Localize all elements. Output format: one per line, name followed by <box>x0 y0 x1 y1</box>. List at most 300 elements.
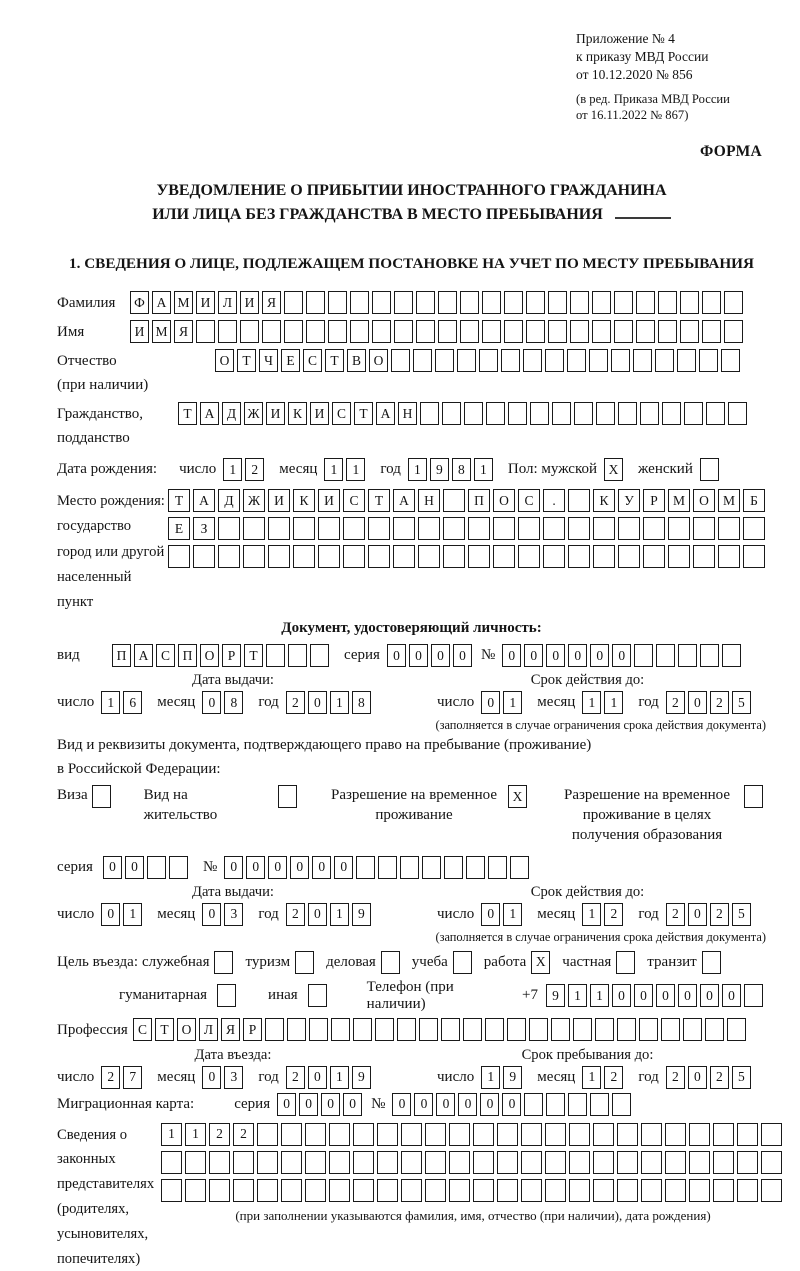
char-box[interactable] <box>497 1123 518 1146</box>
char-box[interactable]: 0 <box>387 644 406 667</box>
char-box[interactable] <box>552 402 571 425</box>
char-box[interactable]: 0 <box>524 644 543 667</box>
char-box[interactable]: 0 <box>612 984 631 1007</box>
char-box[interactable] <box>281 1179 302 1202</box>
char-box[interactable]: А <box>376 402 395 425</box>
char-box[interactable] <box>548 291 567 314</box>
char-box[interactable] <box>614 291 633 314</box>
char-box[interactable] <box>372 291 391 314</box>
char-box[interactable] <box>233 1151 254 1174</box>
char-box[interactable] <box>702 291 721 314</box>
char-box[interactable]: 2 <box>666 1066 685 1089</box>
char-box[interactable] <box>185 1179 206 1202</box>
char-box[interactable] <box>485 1018 504 1041</box>
char-box[interactable] <box>543 545 565 568</box>
char-box[interactable] <box>518 545 540 568</box>
char-box[interactable]: А <box>200 402 219 425</box>
char-box[interactable]: Т <box>178 402 197 425</box>
char-box[interactable]: И <box>266 402 285 425</box>
char-box[interactable]: 0 <box>334 856 353 879</box>
char-box[interactable] <box>196 320 215 343</box>
char-box[interactable]: Т <box>354 402 373 425</box>
char-box[interactable]: 0 <box>502 1093 521 1116</box>
char-box[interactable] <box>593 1179 614 1202</box>
char-box[interactable] <box>418 545 440 568</box>
char-box[interactable] <box>218 320 237 343</box>
checkbox[interactable] <box>616 951 635 974</box>
char-box[interactable]: 9 <box>352 1066 371 1089</box>
char-box[interactable]: 1 <box>481 1066 500 1089</box>
char-box[interactable] <box>266 644 285 667</box>
char-box[interactable] <box>394 291 413 314</box>
char-box[interactable] <box>310 644 329 667</box>
char-box[interactable]: 1 <box>503 691 522 714</box>
char-box[interactable]: 0 <box>202 903 221 926</box>
char-box[interactable] <box>288 644 307 667</box>
char-box[interactable]: О <box>215 349 234 372</box>
checkbox[interactable] <box>744 785 763 808</box>
char-box[interactable] <box>438 291 457 314</box>
char-box[interactable] <box>306 291 325 314</box>
char-box[interactable] <box>526 320 545 343</box>
char-box[interactable] <box>218 517 240 540</box>
char-box[interactable]: 0 <box>590 644 609 667</box>
char-box[interactable]: И <box>310 402 329 425</box>
char-box[interactable] <box>593 1151 614 1174</box>
char-box[interactable]: О <box>693 489 715 512</box>
char-box[interactable] <box>641 1179 662 1202</box>
char-box[interactable] <box>493 517 515 540</box>
char-box[interactable] <box>641 1151 662 1174</box>
char-box[interactable]: 2 <box>245 458 264 481</box>
char-box[interactable] <box>468 517 490 540</box>
char-box[interactable] <box>718 517 740 540</box>
char-box[interactable]: К <box>288 402 307 425</box>
char-box[interactable]: 0 <box>546 644 565 667</box>
char-box[interactable]: 0 <box>103 856 122 879</box>
char-box[interactable] <box>545 1179 566 1202</box>
char-box[interactable] <box>618 517 640 540</box>
char-box[interactable] <box>378 856 397 879</box>
char-box[interactable] <box>393 545 415 568</box>
char-box[interactable]: Т <box>168 489 190 512</box>
char-box[interactable]: 0 <box>101 903 120 926</box>
char-box[interactable] <box>287 1018 306 1041</box>
char-box[interactable]: 9 <box>352 903 371 926</box>
char-box[interactable] <box>425 1151 446 1174</box>
char-box[interactable] <box>684 402 703 425</box>
char-box[interactable]: Т <box>244 644 263 667</box>
char-box[interactable]: Ч <box>259 349 278 372</box>
char-box[interactable] <box>420 402 439 425</box>
char-box[interactable] <box>761 1179 782 1202</box>
char-box[interactable] <box>193 545 215 568</box>
char-box[interactable] <box>573 1018 592 1041</box>
char-box[interactable] <box>656 644 675 667</box>
char-box[interactable]: 8 <box>452 458 471 481</box>
char-box[interactable]: Р <box>643 489 665 512</box>
checkbox[interactable] <box>308 984 327 1007</box>
char-box[interactable]: И <box>130 320 149 343</box>
char-box[interactable] <box>293 545 315 568</box>
char-box[interactable]: 0 <box>308 691 327 714</box>
char-box[interactable] <box>592 320 611 343</box>
char-box[interactable]: С <box>133 1018 152 1041</box>
char-box[interactable] <box>636 291 655 314</box>
char-box[interactable]: 5 <box>732 903 751 926</box>
char-box[interactable]: 1 <box>568 984 587 1007</box>
char-box[interactable] <box>504 291 523 314</box>
char-box[interactable] <box>737 1123 758 1146</box>
checkbox[interactable]: X <box>508 785 527 808</box>
char-box[interactable]: 0 <box>656 984 675 1007</box>
char-box[interactable]: 0 <box>722 984 741 1007</box>
char-box[interactable] <box>727 1018 746 1041</box>
char-box[interactable]: А <box>193 489 215 512</box>
char-box[interactable] <box>639 1018 658 1041</box>
char-box[interactable]: 2 <box>710 1066 729 1089</box>
char-box[interactable] <box>718 545 740 568</box>
char-box[interactable]: Е <box>281 349 300 372</box>
checkbox[interactable] <box>214 951 233 974</box>
char-box[interactable] <box>677 349 696 372</box>
checkbox[interactable] <box>453 951 472 974</box>
char-box[interactable]: З <box>193 517 215 540</box>
char-box[interactable] <box>318 517 340 540</box>
char-box[interactable] <box>761 1151 782 1174</box>
char-box[interactable]: 1 <box>346 458 365 481</box>
char-box[interactable]: Д <box>222 402 241 425</box>
char-box[interactable]: 5 <box>732 691 751 714</box>
char-box[interactable] <box>350 291 369 314</box>
char-box[interactable]: Б <box>743 489 765 512</box>
char-box[interactable] <box>457 349 476 372</box>
char-box[interactable]: Я <box>221 1018 240 1041</box>
char-box[interactable] <box>419 1018 438 1041</box>
char-box[interactable] <box>185 1151 206 1174</box>
char-box[interactable] <box>523 349 542 372</box>
char-box[interactable]: А <box>134 644 153 667</box>
char-box[interactable] <box>418 517 440 540</box>
char-box[interactable] <box>592 291 611 314</box>
char-box[interactable] <box>394 320 413 343</box>
char-box[interactable] <box>466 856 485 879</box>
char-box[interactable]: С <box>332 402 351 425</box>
char-box[interactable] <box>284 320 303 343</box>
char-box[interactable] <box>169 856 188 879</box>
char-box[interactable]: 9 <box>503 1066 522 1089</box>
char-box[interactable] <box>488 856 507 879</box>
char-box[interactable]: . <box>543 489 565 512</box>
char-box[interactable] <box>713 1179 734 1202</box>
char-box[interactable]: 1 <box>185 1123 206 1146</box>
char-box[interactable]: 3 <box>224 1066 243 1089</box>
char-box[interactable]: О <box>493 489 515 512</box>
char-box[interactable]: 9 <box>546 984 565 1007</box>
char-box[interactable] <box>618 402 637 425</box>
char-box[interactable] <box>693 517 715 540</box>
char-box[interactable] <box>449 1179 470 1202</box>
char-box[interactable] <box>305 1179 326 1202</box>
char-box[interactable] <box>305 1123 326 1146</box>
char-box[interactable]: 0 <box>502 644 521 667</box>
char-box[interactable] <box>596 402 615 425</box>
char-box[interactable]: Н <box>398 402 417 425</box>
char-box[interactable]: 8 <box>224 691 243 714</box>
char-box[interactable]: 1 <box>324 458 343 481</box>
char-box[interactable] <box>614 320 633 343</box>
char-box[interactable]: 0 <box>392 1093 411 1116</box>
char-box[interactable] <box>593 545 615 568</box>
char-box[interactable]: 2 <box>666 691 685 714</box>
char-box[interactable] <box>526 291 545 314</box>
char-box[interactable] <box>668 545 690 568</box>
char-box[interactable]: 1 <box>474 458 493 481</box>
char-box[interactable] <box>640 402 659 425</box>
char-box[interactable]: Е <box>168 517 190 540</box>
char-box[interactable]: П <box>112 644 131 667</box>
char-box[interactable] <box>761 1123 782 1146</box>
char-box[interactable] <box>680 291 699 314</box>
char-box[interactable]: Т <box>368 489 390 512</box>
char-box[interactable]: О <box>369 349 388 372</box>
char-box[interactable] <box>641 1123 662 1146</box>
char-box[interactable]: 8 <box>352 691 371 714</box>
char-box[interactable]: 1 <box>330 1066 349 1089</box>
char-box[interactable] <box>551 1018 570 1041</box>
char-box[interactable] <box>209 1151 230 1174</box>
char-box[interactable]: 2 <box>666 903 685 926</box>
char-box[interactable]: 1 <box>223 458 242 481</box>
char-box[interactable] <box>401 1151 422 1174</box>
char-box[interactable]: Р <box>222 644 241 667</box>
char-box[interactable] <box>391 349 410 372</box>
checkbox[interactable] <box>217 984 236 1007</box>
char-box[interactable] <box>699 349 718 372</box>
char-box[interactable] <box>689 1179 710 1202</box>
char-box[interactable] <box>449 1123 470 1146</box>
char-box[interactable] <box>521 1123 542 1146</box>
char-box[interactable] <box>444 856 463 879</box>
char-box[interactable]: 0 <box>481 691 500 714</box>
char-box[interactable] <box>468 545 490 568</box>
char-box[interactable] <box>463 1018 482 1041</box>
char-box[interactable]: 0 <box>612 644 631 667</box>
char-box[interactable] <box>611 349 630 372</box>
char-box[interactable]: 0 <box>436 1093 455 1116</box>
char-box[interactable]: А <box>393 489 415 512</box>
char-box[interactable] <box>329 1179 350 1202</box>
char-box[interactable]: 0 <box>299 1093 318 1116</box>
char-box[interactable] <box>612 1093 631 1116</box>
char-box[interactable] <box>569 1179 590 1202</box>
char-box[interactable] <box>643 545 665 568</box>
char-box[interactable]: П <box>178 644 197 667</box>
char-box[interactable]: Т <box>155 1018 174 1041</box>
char-box[interactable]: П <box>468 489 490 512</box>
char-box[interactable] <box>568 545 590 568</box>
char-box[interactable]: Ж <box>244 402 263 425</box>
char-box[interactable] <box>368 517 390 540</box>
char-box[interactable] <box>569 1151 590 1174</box>
char-box[interactable] <box>545 1123 566 1146</box>
char-box[interactable]: 3 <box>224 903 243 926</box>
char-box[interactable]: 0 <box>312 856 331 879</box>
char-box[interactable]: С <box>343 489 365 512</box>
char-box[interactable] <box>543 517 565 540</box>
checkbox[interactable] <box>295 951 314 974</box>
char-box[interactable] <box>683 1018 702 1041</box>
char-box[interactable] <box>658 291 677 314</box>
checkbox[interactable] <box>381 951 400 974</box>
char-box[interactable] <box>443 517 465 540</box>
char-box[interactable] <box>568 489 590 512</box>
char-box[interactable] <box>665 1179 686 1202</box>
char-box[interactable] <box>343 517 365 540</box>
char-box[interactable] <box>728 402 747 425</box>
char-box[interactable] <box>724 291 743 314</box>
char-box[interactable]: Д <box>218 489 240 512</box>
char-box[interactable] <box>744 984 763 1007</box>
char-box[interactable] <box>700 644 719 667</box>
char-box[interactable] <box>479 349 498 372</box>
char-box[interactable] <box>633 349 652 372</box>
char-box[interactable] <box>662 402 681 425</box>
char-box[interactable] <box>161 1179 182 1202</box>
char-box[interactable]: М <box>174 291 193 314</box>
char-box[interactable]: Л <box>218 291 237 314</box>
char-box[interactable] <box>743 517 765 540</box>
char-box[interactable]: 2 <box>101 1066 120 1089</box>
char-box[interactable] <box>497 1179 518 1202</box>
char-box[interactable] <box>737 1151 758 1174</box>
char-box[interactable] <box>268 545 290 568</box>
char-box[interactable] <box>689 1123 710 1146</box>
char-box[interactable]: 2 <box>604 903 623 926</box>
char-box[interactable]: А <box>152 291 171 314</box>
char-box[interactable] <box>634 644 653 667</box>
char-box[interactable] <box>521 1151 542 1174</box>
char-box[interactable] <box>595 1018 614 1041</box>
char-box[interactable] <box>529 1018 548 1041</box>
char-box[interactable] <box>281 1151 302 1174</box>
char-box[interactable] <box>617 1179 638 1202</box>
char-box[interactable]: О <box>177 1018 196 1041</box>
char-box[interactable] <box>658 320 677 343</box>
char-box[interactable]: 1 <box>330 903 349 926</box>
char-box[interactable] <box>548 320 567 343</box>
char-box[interactable]: 0 <box>202 1066 221 1089</box>
char-box[interactable] <box>243 517 265 540</box>
char-box[interactable] <box>545 1151 566 1174</box>
char-box[interactable]: Ф <box>130 291 149 314</box>
char-box[interactable]: С <box>518 489 540 512</box>
char-box[interactable] <box>328 291 347 314</box>
char-box[interactable] <box>168 545 190 568</box>
char-box[interactable] <box>257 1123 278 1146</box>
char-box[interactable] <box>397 1018 416 1041</box>
char-box[interactable] <box>568 1093 587 1116</box>
char-box[interactable] <box>350 320 369 343</box>
char-box[interactable] <box>353 1179 374 1202</box>
char-box[interactable] <box>233 1179 254 1202</box>
char-box[interactable] <box>589 349 608 372</box>
char-box[interactable] <box>722 644 741 667</box>
char-box[interactable]: 2 <box>209 1123 230 1146</box>
char-box[interactable]: И <box>318 489 340 512</box>
char-box[interactable] <box>425 1179 446 1202</box>
char-box[interactable] <box>209 1179 230 1202</box>
char-box[interactable] <box>442 402 461 425</box>
char-box[interactable]: 1 <box>330 691 349 714</box>
char-box[interactable]: 0 <box>125 856 144 879</box>
char-box[interactable] <box>438 320 457 343</box>
char-box[interactable]: 0 <box>290 856 309 879</box>
char-box[interactable] <box>618 545 640 568</box>
char-box[interactable] <box>482 291 501 314</box>
char-box[interactable]: С <box>303 349 322 372</box>
char-box[interactable]: 0 <box>568 644 587 667</box>
char-box[interactable] <box>306 320 325 343</box>
char-box[interactable] <box>593 517 615 540</box>
char-box[interactable] <box>400 856 419 879</box>
char-box[interactable] <box>724 320 743 343</box>
char-box[interactable]: 5 <box>732 1066 751 1089</box>
char-box[interactable]: 0 <box>343 1093 362 1116</box>
char-box[interactable]: 0 <box>246 856 265 879</box>
char-box[interactable] <box>218 545 240 568</box>
char-box[interactable] <box>353 1018 372 1041</box>
char-box[interactable]: И <box>196 291 215 314</box>
char-box[interactable]: С <box>156 644 175 667</box>
char-box[interactable] <box>240 320 259 343</box>
char-box[interactable]: 0 <box>308 903 327 926</box>
char-box[interactable] <box>713 1151 734 1174</box>
char-box[interactable]: 1 <box>590 984 609 1007</box>
char-box[interactable] <box>693 545 715 568</box>
char-box[interactable]: 1 <box>582 1066 601 1089</box>
char-box[interactable]: 0 <box>481 903 500 926</box>
char-box[interactable]: 0 <box>431 644 450 667</box>
char-box[interactable] <box>593 1123 614 1146</box>
char-box[interactable]: 0 <box>688 903 707 926</box>
char-box[interactable] <box>493 545 515 568</box>
char-box[interactable] <box>393 517 415 540</box>
checkbox[interactable]: X <box>604 458 623 481</box>
char-box[interactable] <box>305 1151 326 1174</box>
char-box[interactable]: 0 <box>458 1093 477 1116</box>
char-box[interactable] <box>570 320 589 343</box>
char-box[interactable]: О <box>200 644 219 667</box>
char-box[interactable] <box>524 1093 543 1116</box>
char-box[interactable]: 7 <box>123 1066 142 1089</box>
char-box[interactable]: 0 <box>277 1093 296 1116</box>
char-box[interactable] <box>486 402 505 425</box>
char-box[interactable] <box>377 1151 398 1174</box>
char-box[interactable] <box>655 349 674 372</box>
char-box[interactable]: 0 <box>688 691 707 714</box>
char-box[interactable] <box>449 1151 470 1174</box>
char-box[interactable] <box>497 1151 518 1174</box>
char-box[interactable] <box>443 489 465 512</box>
char-box[interactable]: 1 <box>408 458 427 481</box>
char-box[interactable] <box>473 1151 494 1174</box>
char-box[interactable]: К <box>593 489 615 512</box>
char-box[interactable] <box>284 291 303 314</box>
char-box[interactable]: 0 <box>414 1093 433 1116</box>
char-box[interactable]: К <box>293 489 315 512</box>
char-box[interactable]: 0 <box>453 644 472 667</box>
